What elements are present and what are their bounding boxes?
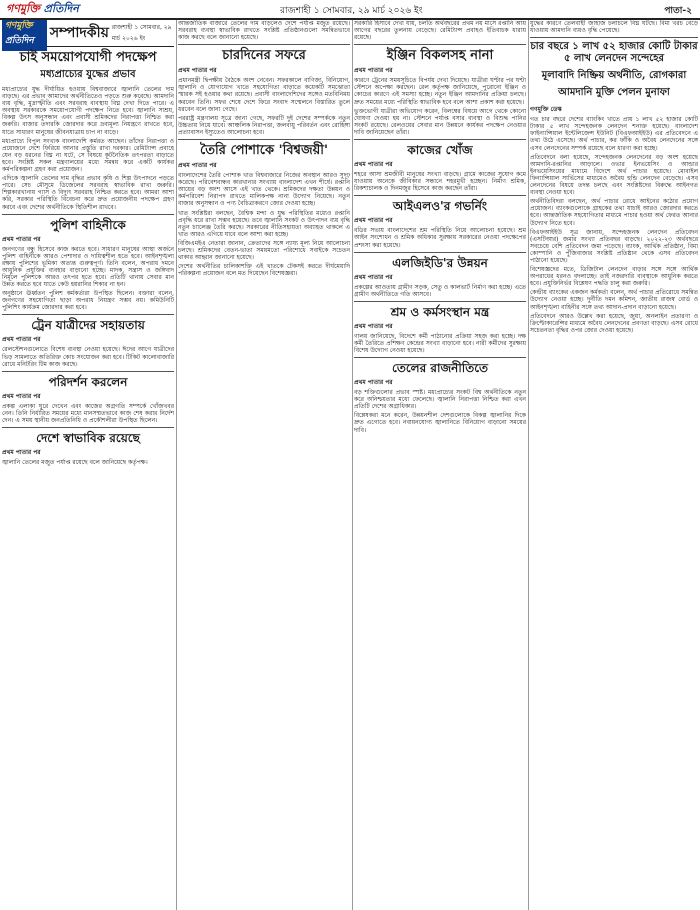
divider — [2, 371, 174, 372]
page-number: পাতা-২ — [664, 6, 692, 16]
column-4 — [530, 20, 698, 910]
article-body: দেশের অর্থনীতির চালিকাশক্তি এই খাতকে টেকসই করতে দীর্ঘমেয়াদি পরিকল্পনা প্রয়োজন বলে মত দিয়েছেন বিশেষজ্ঞরা। — [178, 263, 350, 278]
subheadline: মূলাবাদি নিষ্ক্রিয় অর্থনীতি, রোগকারা আমদানি মুক্তি পেলন মুনাফা — [541, 70, 687, 99]
headline: শ্রম ও কর্মসংস্থান মন্ত্র — [390, 304, 490, 319]
divider — [178, 44, 350, 45]
divider — [354, 301, 526, 302]
article-body: মধ্যপ্রাচ্যের যুদ্ধ দীর্ঘায়িত হওয়ায় বিশ্ববাজারে জ্বালানি তেলের দাম বাড়ছে। এর প্রভাব আমাদের অর্থনীতিতেও পড়তে শুরু করেছে। আমদানি ব্যয় বৃদ্ধি, মুদ্রাস্ফীতি এবং সরবরাহ ব্যবস্থায় বিঘ্ন দেখা দিতে পারে। এ অবস্থায় সরকারকে সময়োপযোগী পদক্ষেপ নিতে হবে। জ্বালানি সাশ্রয়, বিকল্প উৎস অনুসন্ধান এবং প্রবাসী শ্রমিকদের নিরাপত্তা নিশ্চিত করা জরুরি। বাজার তদারকি জোরদার করে দ্রব্যমূল্য নিয়ন্ত্রণে রাখতে হবে, যাতে সাধারণ মানুষের জীবনযাত্রায় চাপ না বাড়ে। — [2, 86, 174, 136]
article-body: প্রকল্প এলাকা ঘুরে দেখেন এবং কাজের অগ্রগতি সম্পর্কে খোঁজখবর নেন। তিনি নির্ধারিত সময়ের মধ্যে মানসম্মতভাবে কাজ শেষ করার নির্দেশ দেন। এ সময় স্থানীয় জনপ্রতিনিধি ও প্রকৌশলীরা উপস্থিত ছিলেন। — [2, 402, 174, 424]
article-body: অনুষ্ঠানে ঊর্ধ্বতন পুলিশ কর্মকর্তারা উপস্থিত ছিলেন। বক্তারা বলেন, জনগণের সহযোগিতা ছাড়া অপরাধ নিয়ন্ত্রণ সম্ভব নয়। কমিউনিটি পুলিশিং কার্যক্রম জোরদার করা হবে। — [2, 290, 174, 312]
article-body: বিএফআইইউ সূত্র জানায়, সন্দেহজনক লেনদেন প্রতিবেদন (এসটিআর) জমার সংখ্যা প্রতিবছর বাড়ছে। ২০২২-২৩ অর্থবছরে সবচেয়ে বেশি প্রতিবেদন জমা পড়েছে। ব্যাংক, আর্থিক প্রতিষ্ঠান, বিমা কোম্পানি ও পুঁজিবাজার সংশ্লিষ্ট প্রতিষ্ঠান থেকে এসব প্রতিবেদন পাঠানো হয়েছে। — [530, 228, 698, 264]
headline: পরিদর্শন করলেন — [48, 374, 128, 389]
editorial-date: রাজশাহী ১ সোমবার, ২৯ মার্চ ২০২৬ ইং — [111, 24, 172, 42]
article-body: যুদ্ধের কারণে তেলবাহী জাহাজ চলাচলে বিঘ্ন ঘটছে। বিমা খরচ বেড়ে যাওয়ায় আমদানি ব্যয়ও বৃদ্ধি পেয়েছে। — [530, 20, 698, 35]
article-body: বডির সভায় বাংলাদেশের শ্রম পরিস্থিতি নিয়ে আলোচনা হয়েছে। শ্রম আইন সংশোধন ও শ্রমিক অধিকার সুরক্ষায় সরকারের নেওয়া পদক্ষেপের প্রশংসা করা হয়েছে। — [354, 227, 526, 249]
article-body: প্রতিবেদনে বলা হয়েছে, সন্দেহজনক লেনদেনের বড় অংশ হয়েছে আমদানি-রপ্তানির আড়ালে। ওভার ইনভয়েসিং ও আন্ডার ইনভয়েসিংয়ের মাধ্যমে বিদেশে অর্থ পাচার হয়েছে। মোবাইল ফিন্যান্সিয়াল সার্ভিসের মাধ্যমেও অবৈধ হুন্ডি লেনদেন বেড়েছে। এসব লেনদেনের বিষয়ে তদন্ত চলছে এবং সংশ্লিষ্টদের বিরুদ্ধে আইনগত ব্যবস্থা নেওয়া হবে। — [530, 153, 698, 197]
divider — [354, 44, 526, 45]
byline: প্রথম পাতার পর — [354, 217, 393, 225]
divider — [2, 427, 174, 428]
byline: প্রথম পাতার পর — [2, 449, 41, 456]
article-body: প্রতিবেদনে আরও উল্লেখ করা হয়েছে, জুয়া, অনলাইন প্রতারণা ও ক্রিপ্টোকারেন্সির মাধ্যমে অবৈধ লেনদেনের প্রবণতা বাড়ছে। এসব রোধে সচেতনতা বৃদ্ধির ওপর জোর দেওয়া হয়েছে। — [530, 312, 698, 334]
byline: প্রথম পাতার পর — [354, 379, 393, 387]
article-body: রেলস্টেশনগুলোতে বিশেষ ব্যবস্থা নেওয়া হয়েছে। ঈদের আগে যাত্রীদের ভিড় সামলাতে অতিরিক্ত কোচ সংযোজন করা হবে। টিকিট কালোবাজারি রোধে মনিটরিং টিম কাজ করছে। — [2, 346, 174, 368]
byline: প্রথম পাতার পর — [354, 161, 393, 169]
headline: পুলিশ বাহিনীকে — [50, 217, 126, 232]
page-header — [0, 0, 700, 20]
byline: প্রথম পাতার পর — [2, 336, 41, 344]
divider — [354, 195, 526, 196]
headline: আইএলও'র গভর্নিং — [392, 199, 488, 214]
byline: প্রথম পাতার পর — [2, 235, 41, 243]
article-body: সরকারি হিসাবে দেখা যায়, চলতি অর্থবছরের প্রথম নয় মাসে রপ্তানি আয় আগের বছরের তুলনায় বেড়েছে। রেমিট্যান্স প্রবাহও ইতিবাচক ধারায় রয়েছে। — [354, 20, 526, 42]
headline: ইঞ্জিন বিকলসহ নানা — [386, 48, 494, 64]
article-body: পররাষ্ট্র মন্ত্রণালয় সূত্রে জানা গেছে, সফরটি দুই দেশের সম্পর্ককে নতুন উচ্চতায় নিয়ে যাবে। আঞ্চলিক নিরাপত্তা, জলবায়ু পরিবর্তন এবং রোহিঙ্গা প্রত্যাবাসন ইস্যুতেও আলোচনা হবে। — [178, 114, 350, 136]
article-body: কারণে ট্রেনের সময়সূচিতে বিপর্যয় দেখা দিয়েছে। যাত্রীরা ঘণ্টার পর ঘণ্টা স্টেশনে অপেক্ষা করছেন। রেল কর্তৃপক্ষ জানিয়েছে, পুরোনো ইঞ্জিন ও কোচের কারণে এই সমস্যা হচ্ছে। নতুন ইঞ্জিন আমদানির প্রক্রিয়া চলছে। দ্রুত সময়ের মধ্যে পরিস্থিতি স্বাভাবিক হবে বলে আশা প্রকাশ করা হয়েছে। — [354, 77, 526, 106]
headline: চারদিনের সফরে — [222, 48, 306, 64]
column-divider — [352, 20, 353, 910]
column-divider — [528, 20, 529, 910]
divider — [178, 139, 350, 140]
article-body: প্রকল্পের আওতায় গ্রামীণ সড়ক, সেতু ও কালভার্ট নির্মাণ করা হচ্ছে। এতে গ্রামীণ অর্থনীতিতে গতি আসবে। — [354, 283, 526, 298]
column-1 — [2, 20, 174, 910]
divider — [354, 252, 526, 253]
article-body: আন্তর্জাতিক বাজারে তেলের দাম বাড়লেও দেশে পর্যাপ্ত মজুত রয়েছে। সরবরাহ ব্যবস্থা স্বাভাবিক রাখতে সংশ্লিষ্ট প্রতিষ্ঠানগুলো সমন্বিতভাবে কাজ করছে বলে জানানো হয়েছে। — [178, 20, 350, 42]
dateline: রাজশাহী ১ সোমবার, ২৯ মার্চ ২০২৬ ইং — [280, 6, 423, 16]
article-body: অর্থনীতিবিদরা বলছেন, অর্থ পাচার রোধে আইনের কঠোর প্রয়োগ প্রয়োজন। ব্যাংকগুলোকে গ্রাহকের তথ্য যাচাই আরও জোরদার করতে হবে। আন্তর্জাতিক সহযোগিতার মাধ্যমে পাচার হওয়া অর্থ ফেরত আনার উদ্যোগ নিতে হবে। — [530, 198, 698, 227]
headline: তৈরি পোশাকে 'বিশ্বজয়ী' — [200, 143, 328, 159]
article-body: বিজিএমইএ নেতারা জানান, ক্রেতাদের সঙ্গে ন্যায্য মূল্য নিয়ে আলোচনা চলছে। শ্রমিকদের বেতন-ভাতা সময়মতো পরিশোধে সবাইকে সচেতন থাকার আহ্বান জানানো হয়েছে। — [178, 239, 350, 262]
article-body: গত চার বছরে দেশের ব্যাংকিং খাতে প্রায় ১ লাখ ৫২ হাজার কোটি টাকার ৫ লাখ সন্দেহজনক লেনদেন শনাক্ত হয়েছে। বাংলাদেশ ফাইন্যান্সিয়াল ইন্টেলিজেন্স ইউনিট (বিএফআইইউ) এর প্রতিবেদনে এ তথ্য উঠে এসেছে। অর্থ পাচার, কর ফাঁকি ও অবৈধ লেনদেনের সঙ্গে এসব লেনদেনের সম্পর্ক রয়েছে বলে ধারণা করা হচ্ছে। — [530, 116, 698, 152]
newspaper-logo: গণমুক্তি প্রতিদিন — [6, 1, 79, 15]
byline: প্রথম পাতার পর — [178, 67, 217, 75]
editorial-logo: গণমুক্তি প্রতিদিন — [2, 20, 47, 51]
byline: প্রথম পাতার পর — [354, 273, 393, 281]
column-divider — [176, 20, 177, 910]
article-body: বিশেষজ্ঞদের মতে, ডিজিটাল লেনদেন বাড়ার সঙ্গে সঙ্গে আর্থিক অপরাধের ধরনও বদলাচ্ছে। তাই নজরদারি ব্যবস্থাকে আধুনিক করতে হবে। প্রযুক্তিনির্ভর বিশ্লেষণ পদ্ধতি চালু করা জরুরি। — [530, 266, 698, 288]
article-body: বাংলাদেশের তৈরি পোশাক খাত বিশ্ববাজারে নিজের অবস্থান আরও সুদৃঢ় করেছে। পরিবেশবান্ধব কারখানার সংখ্যায় বাংলাদেশ এখন শীর্ষে। রপ্তানি আয়ের বড় অংশ আসে এই খাত থেকে। শ্রমিকদের দক্ষতা উন্নয়ন ও কর্মপরিবেশ নিরাপদ রাখতে মালিকপক্ষ নানা উদ্যোগ নিয়েছে। নতুন বাজার অনুসন্ধান ও পণ্য বৈচিত্র্যকরণে জোর দেওয়া হচ্ছে। — [178, 172, 350, 208]
headline: দেশে স্বাভাবিক রয়েছে — [36, 431, 140, 445]
byline: প্রথম পাতার পর — [354, 322, 393, 330]
article-body: শহরে আসা শ্রমজীবী মানুষের সংখ্যা বাড়ছে। গ্রামে কাজের সুযোগ কমে যাওয়ায় অনেকে জীবিকার সন্ধানে শহরমুখী হচ্ছেন। নির্মাণ শ্রমিক, রিকশাচালক ও দিনমজুর হিসেবে কাজ করছেন তাঁরা। — [354, 171, 526, 193]
editorial-title: সম্পাদকীয় — [49, 25, 109, 41]
headline: চাই সময়োপযোগী পদক্ষেপ — [19, 50, 157, 65]
headline: তেলের রাজনীতিতে — [391, 361, 489, 376]
byline: প্রথম পাতার পর — [2, 392, 41, 400]
column-2 — [178, 20, 350, 910]
byline: প্রথম পাতার পর — [178, 162, 217, 170]
article-body: জনগণের বন্ধু হিসেবে কাজ করতে হবে। সাধারণ মানুষের আস্থা অর্জনে পুলিশ বাহিনীকে আরও পেশাদার ও দায়িত্বশীল হতে হবে। আইনশৃঙ্খলা রক্ষায় পুলিশের ভূমিকা অত্যন্ত গুরুত্বপূর্ণ। তিনি বলেন, অপরাধ দমনে আধুনিক প্রযুক্তির ব্যবহার বাড়ানো হচ্ছে। মাদক, সন্ত্রাস ও জঙ্গিবাদ নির্মূলে পুলিশকে আরও তৎপর হতে হবে। প্রতিটি থানায় সেবার মান উন্নত করতে হবে যাতে কেউ হয়রানির শিকার না হন। — [2, 245, 174, 289]
headline: এলজিইডি'র উন্নয়ন — [392, 255, 488, 270]
editorial-masthead — [2, 20, 174, 47]
byline: গণমুক্তি ডেস্ক — [530, 106, 562, 114]
divider — [2, 314, 174, 315]
subheadline: মধ্যপ্রাচ্যের যুদ্ধের প্রভাব — [40, 69, 136, 80]
lead-headline: চার বছরে ১ লাখ ৫২ হাজার কোটি টাকার ৫ লাখ লেনদেন সন্দেহের — [530, 41, 698, 65]
article-body: প্রধানমন্ত্রী দ্বিপক্ষীয় বৈঠকে অংশ নেবেন। সফরকালে বাণিজ্য, বিনিয়োগ, জ্বালানি ও যোগাযোগ খাতে সহযোগিতা বাড়াতে কয়েকটি সমঝোতা স্মারক সই হওয়ার কথা রয়েছে। প্রবাসী বাংলাদেশিদের সঙ্গেও মতবিনিময় করবেন তিনি। সফর শেষে দেশে ফিরে সংবাদ সম্মেলনে বিস্তারিত তুলে ধরবেন বলে জানা গেছে। — [178, 77, 350, 113]
headline: ট্রেন যাত্রীদের সহায়তায় — [31, 318, 145, 333]
divider — [354, 139, 526, 140]
headline: কাজের খোঁজ — [407, 143, 473, 158]
article-body: এদিকে জ্বালানি তেলের দাম বৃদ্ধির প্রভাব কৃষি ও শিল্প উৎপাদনে পড়তে পারে। সেচ মৌসুমে ডিজেলের সরবরাহ স্বাভাবিক রাখা জরুরি। শিল্পকারখানায় গ্যাস ও বিদ্যুৎ সরবরাহ নিশ্চিত করতে হবে। আমরা আশা করি, সরকার পরিস্থিতি বিবেচনা করে দ্রুত প্রয়োজনীয় পদক্ষেপ গ্রহণ করবে এবং দেশের অর্থনীতিকে স্থিতিশীল রাখবে। — [2, 175, 174, 211]
article-body: কেন্দ্রীয় ব্যাংকের একজন কর্মকর্তা বলেন, অর্থ পাচার প্রতিরোধে সমন্বিত উদ্যোগ নেওয়া হচ্ছে। দুর্নীতি দমন কমিশন, জাতীয় রাজস্ব বোর্ড ও আইনশৃঙ্খলা বাহিনীর সঙ্গে তথ্য আদান-প্রদান বাড়ানো হয়েছে। — [530, 289, 698, 311]
article-body: জ্বালানি তেলের মজুত পর্যাপ্ত রয়েছে বলে জানিয়েছে কর্তৃপক্ষ। — [2, 459, 148, 466]
byline: প্রথম পাতার পর — [354, 67, 393, 75]
article-body: মধ্যপ্রাচ্যে বিপুল সংখ্যক বাংলাদেশি কর্মরত আছেন। তাঁদের নিরাপত্তা ও প্রয়োজনে দেশে ফিরিয়ে আনার প্রস্তুতি রাখা দরকার। রেমিট্যান্স প্রবাহে যেন বড় ধরনের বিঘ্ন না ঘটে, সে বিষয়ে কূটনৈতিক তৎপরতা বাড়াতে হবে। সংশ্লিষ্ট সকল মন্ত্রণালয়ের মধ্যে সমন্বয় করে একটি কার্যকর কর্মপরিকল্পনা গ্রহণ করা প্রয়োজন। — [2, 137, 174, 174]
article-body: বড় শক্তিগুলোর প্রভাব স্পষ্ট। মধ্যপ্রাচ্যের সংকট বিশ্ব অর্থনীতিকে নতুন করে অনিশ্চয়তার মধ্যে ফেলেছে। জ্বালানি নিরাপত্তা নিশ্চিত করা এখন প্রতিটি দেশের অগ্রাধিকার। — [354, 389, 526, 411]
article-body: বিশ্লেষকরা মনে করেন, উন্নয়নশীল দেশগুলোকে বিকল্প জ্বালানির দিকে দ্রুত এগোতে হবে। নবায়নযোগ্য জ্বালানিতে বিনিয়োগ বাড়ানো সময়ের দাবি। — [354, 412, 526, 434]
article-body: খাত সংশ্লিষ্টরা বলছেন, বৈশ্বিক মন্দা ও যুদ্ধ পরিস্থিতির মধ্যেও রপ্তানি প্রবৃদ্ধি ধরে রাখা সম্ভব হয়েছে। তবে জ্বালানি সংকট ও উৎপাদন ব্যয় বৃদ্ধি নতুন চ্যালেঞ্জ তৈরি করছে। সরকারের নীতিসহায়তা অব্যাহত থাকলে এ খাত আরও এগিয়ে যাবে বলে আশা করা হচ্ছে। — [178, 209, 350, 238]
divider — [2, 214, 174, 215]
divider — [354, 357, 526, 358]
article-body: ভুক্তভোগী যাত্রীরা অভিযোগ করেন, বিলম্বের বিষয়ে আগে থেকে কোনো ঘোষণা দেওয়া হয় না। স্টেশনে পর্যাপ্ত বসার ব্যবস্থা ও বিশুদ্ধ পানির সংকট রয়েছে। রেলওয়ের সেবার মান উন্নয়নে কার্যকর পদক্ষেপ নেওয়ার দাবি জানিয়েছেন তাঁরা। — [354, 107, 526, 136]
divider — [530, 37, 698, 38]
column-3 — [354, 20, 526, 910]
article-body: ণালয় জানিয়েছে, বিদেশে কর্মী পাঠানোর প্রক্রিয়া সহজ করা হচ্ছে। দক্ষ কর্মী তৈরিতে প্রশিক্ষণ কেন্দ্রের সংখ্যা বাড়ানো হবে। নারী কর্মীদের সুরক্ষায় বিশেষ উদ্যোগ নেওয়া হয়েছে। — [354, 332, 526, 354]
